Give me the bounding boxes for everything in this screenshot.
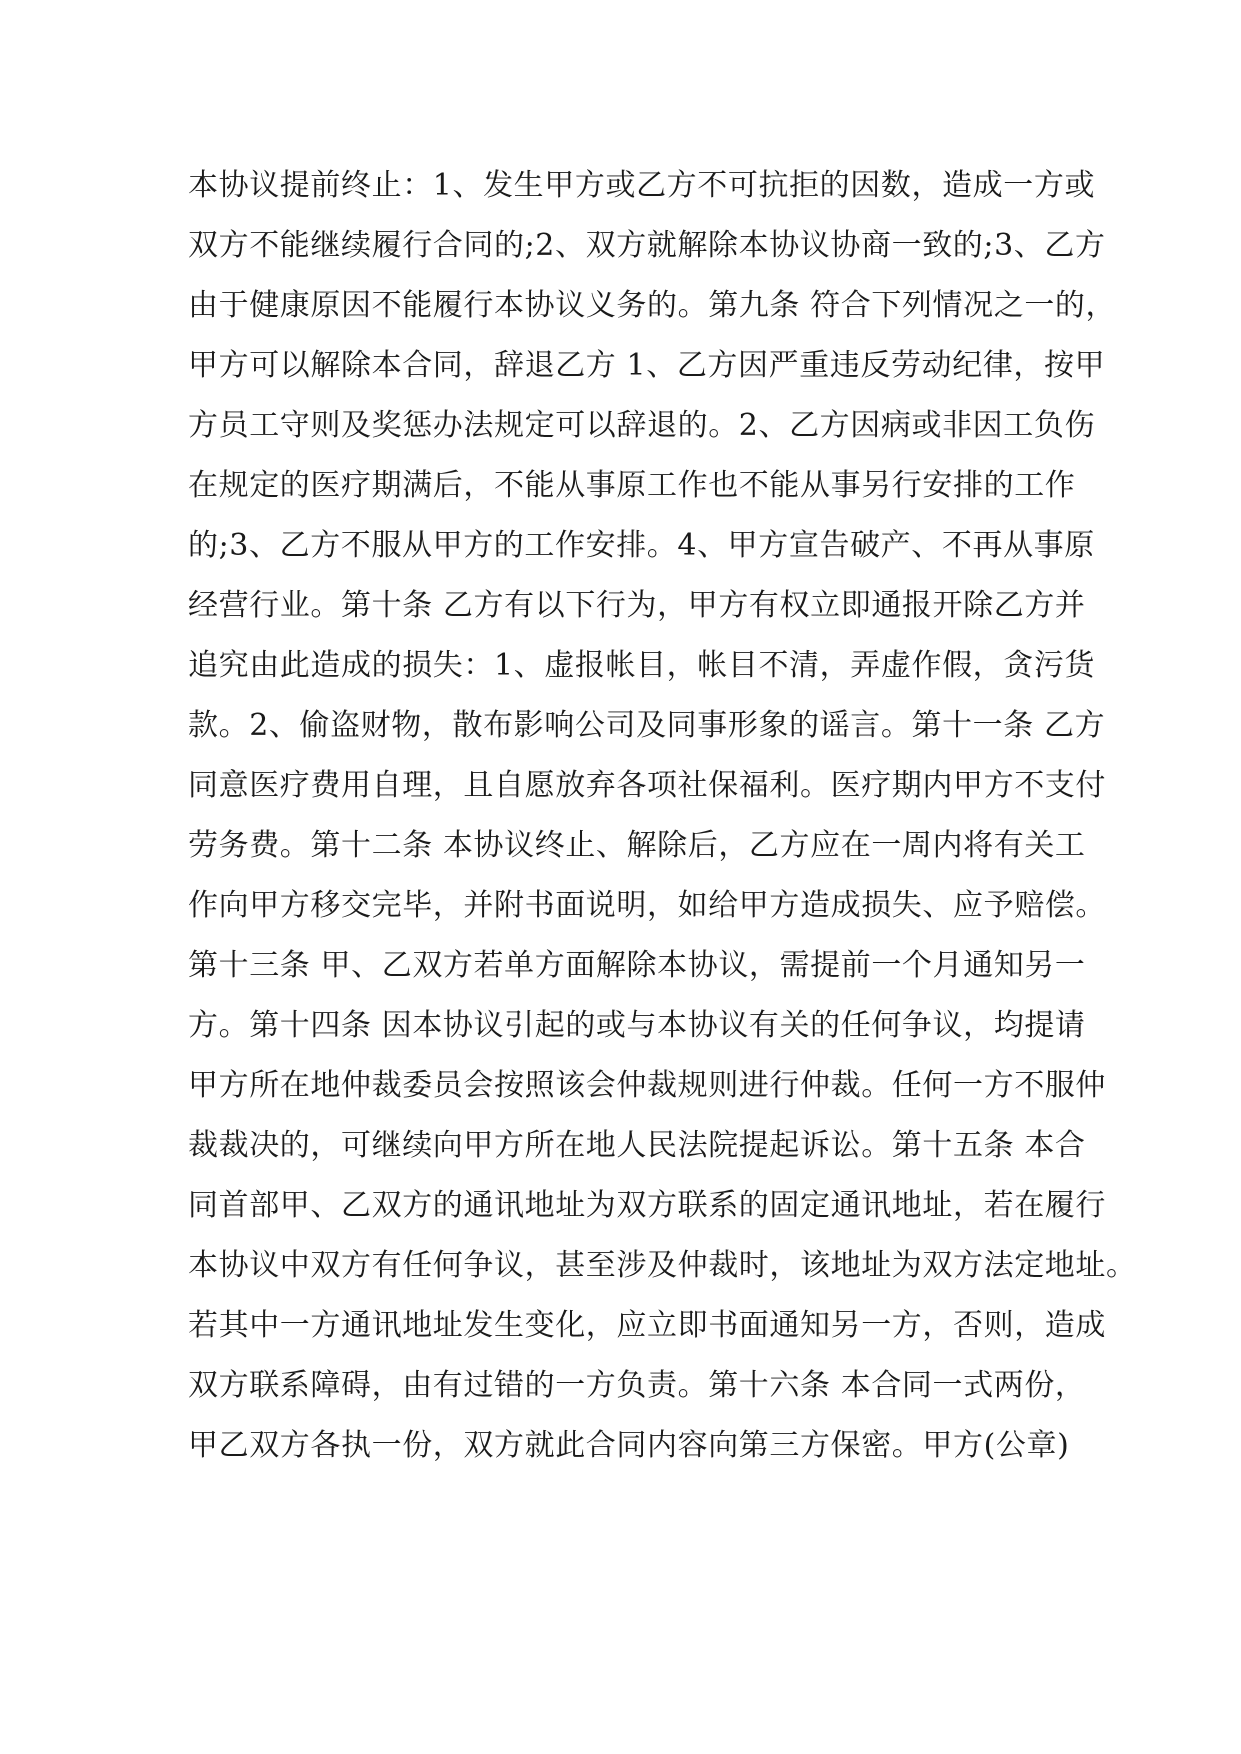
text-line: 裁裁决的，可继续向甲方所在地人民法院提起诉讼。第十五条 本合 [188, 1128, 1086, 1163]
text-line: 同意医疗费用自理，且自愿放弃各项社保福利。医疗期内甲方不支付 [188, 768, 1106, 803]
text-line: 若其中一方通讯地址发生变化，应立即书面通知另一方，否则，造成 [188, 1308, 1106, 1343]
text-line: 作向甲方移交完毕，并附书面说明，如给甲方造成损失、应予赔偿。 [188, 888, 1106, 923]
text-line: 方员工守则及奖惩办法规定可以辞退的。2、乙方因病或非因工负伤 [188, 408, 1096, 443]
text-line: 经营行业。第十条 乙方有以下行为，甲方有权立即通报开除乙方并 [188, 588, 1086, 623]
text-line: 劳务费。第十二条 本协议终止、解除后，乙方应在一周内将有关工 [188, 828, 1086, 863]
text-line: 双方联系障碍，由有过错的一方负责。第十六条 本合同一式两份， [188, 1368, 1086, 1403]
text-line: 由于健康原因不能履行本协议义务的。第九条 符合下列情况之一的， [188, 288, 1117, 323]
text-line: 同首部甲、乙双方的通讯地址为双方联系的固定通讯地址，若在履行 [188, 1188, 1106, 1223]
text-line: 甲方可以解除本合同，辞退乙方 1、乙方因严重违反劳动纪律，按甲 [188, 348, 1106, 383]
contract-text-body [188, 156, 1137, 1476]
text-line: 双方不能继续履行合同的;2、双方就解除本协议协商一致的;3、乙方 [188, 228, 1106, 263]
text-line: 方。第十四条 因本协议引起的或与本协议有关的任何争议，均提请 [188, 1008, 1086, 1043]
text-line: 甲方所在地仲裁委员会按照该会仲裁规则进行仲裁。任何一方不服仲 [188, 1068, 1106, 1103]
text-line: 第十三条 甲、乙双方若单方面解除本协议，需提前一个月通知另一 [188, 948, 1086, 983]
text-line: 款。2、偷盗财物，散布影响公司及同事形象的谣言。第十一条 乙方 [188, 708, 1106, 743]
text-line: 本协议提前终止：1、发生甲方或乙方不可抗拒的因数，造成一方或 [188, 168, 1096, 203]
text-line: 本协议中双方有任何争议，甚至涉及仲裁时，该地址为双方法定地址。 [188, 1248, 1137, 1283]
text-line: 在规定的医疗期满后，不能从事原工作也不能从事另行安排的工作 [188, 468, 1076, 503]
text-line: 甲乙双方各执一份，双方就此合同内容向第三方保密。甲方(公章) [188, 1428, 1070, 1463]
text-line: 追究由此造成的损失：1、虚报帐目，帐目不清，弄虚作假，贪污货 [188, 648, 1096, 683]
text-line: 的;3、乙方不服从甲方的工作安排。4、甲方宣告破产、不再从事原 [188, 528, 1095, 563]
